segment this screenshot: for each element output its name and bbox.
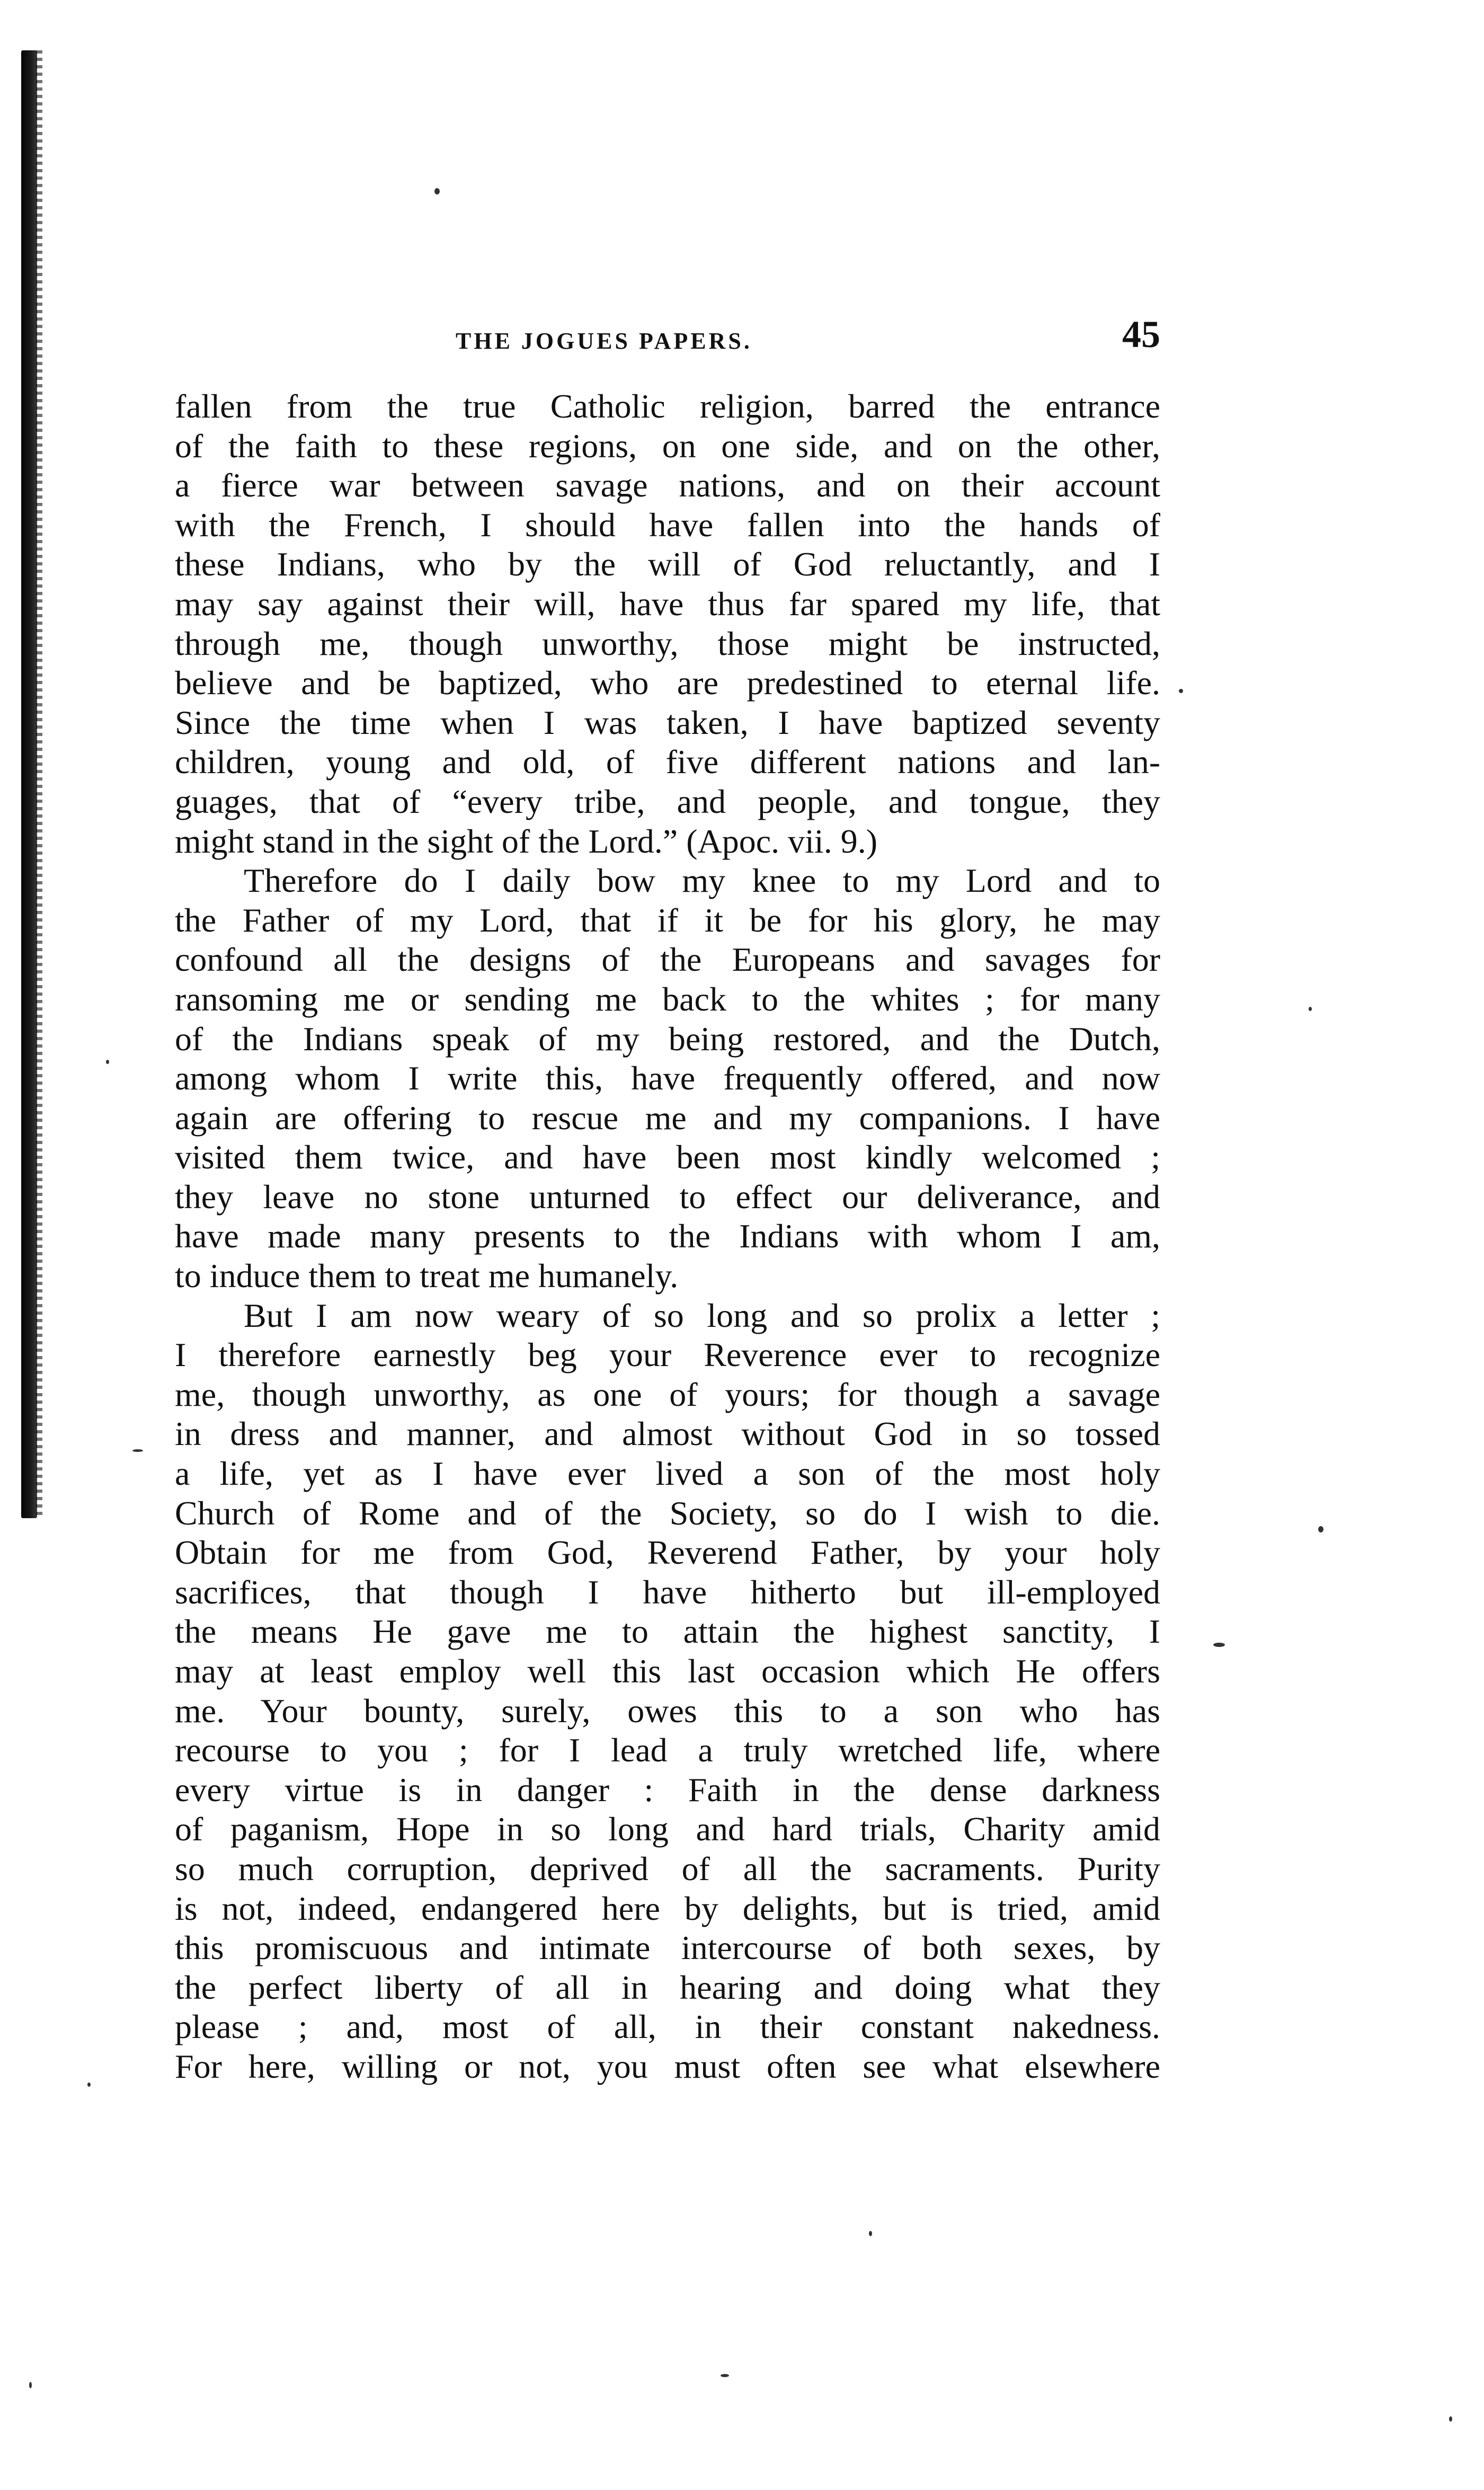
text-line: For here, willing or not, you must often see what elsewhere (175, 2047, 1160, 2085)
text-line: might stand in the sight of the Lord.” (Apoc. vii. 9.) (175, 822, 877, 860)
paragraph (175, 861, 1160, 1296)
text-line: may at least employ well this last occasion which He offers (175, 1652, 1160, 1690)
text-line: a life, yet as I have ever lived a son of the most holy (175, 1455, 1160, 1493)
text-line: recourse to you ; for I lead a truly wretched life, where (175, 1731, 1160, 1769)
text-line: please ; and, most of all, in their constant nakedness. (175, 2008, 1160, 2046)
running-head (175, 313, 1160, 371)
text-line: But I am now weary of so long and so prolix a letter ; (244, 1296, 1160, 1334)
text-line: fallen from the true Catholic religion, barred the entrance (175, 387, 1160, 425)
text-line: every virtue is in danger : Faith in the dense darkness (175, 1770, 1160, 1809)
scan-speck (1449, 2416, 1452, 2422)
scan-speck (721, 2374, 729, 2377)
text-line: in dress and manner, and almost without God in so tossed (175, 1415, 1160, 1453)
paragraph (175, 387, 1160, 861)
text-line: this promiscuous and intimate intercourse of both sexes, by (175, 1929, 1160, 1967)
page-binding-edge (21, 50, 37, 1518)
text-line: I therefore earnestly beg your Reverence ever to recognize (175, 1336, 1160, 1374)
text-line: confound all the designs of the Europeans and savages for (175, 941, 1160, 979)
text-line: me. Your bounty, surely, owes this to a son who has (175, 1691, 1160, 1730)
text-line: the Father of my Lord, that if it be for his glory, he may (175, 901, 1160, 939)
text-line: Obtain for me from God, Reverend Father, by your holy (175, 1534, 1160, 1572)
text-line: again are offering to rescue me and my companions. I have (175, 1098, 1160, 1137)
page-number: 45 (1122, 313, 1160, 356)
text-line: of paganism, Hope in so long and hard trials, Charity amid (175, 1810, 1160, 1848)
scan-speck (1179, 689, 1183, 693)
scan-speck (132, 1449, 143, 1452)
text-line: Since the time when I was taken, I have baptized seventy (175, 703, 1160, 741)
scan-speck (87, 2083, 91, 2087)
text-line: to induce them to treat me humanely. (175, 1257, 679, 1295)
text-line: me, though unworthy, as one of yours; for though a savage (175, 1375, 1160, 1413)
text-line: the means He gave me to attain the highest sanctity, I (175, 1612, 1160, 1651)
text-line: believe and be baptized, who are predestined to eternal life. (175, 664, 1160, 702)
text-line: of the Indians speak of my being restored, and the Dutch, (175, 1020, 1160, 1058)
scan-speck (1318, 1526, 1323, 1532)
text-line: visited them twice, and have been most kindly welcomed ; (175, 1138, 1160, 1176)
text-line: have made many presents to the Indians with whom I am, (175, 1217, 1160, 1255)
text-line: through me, though unworthy, those might be instructed, (175, 624, 1160, 662)
text-line: of the faith to these regions, on one side, and on the other, (175, 427, 1160, 465)
text-line: these Indians, who by the will of God reluctantly, and I (175, 545, 1160, 583)
scan-speck (29, 2382, 32, 2388)
scan-speck (434, 188, 440, 194)
running-title: THE JOGUES PAPERS. (456, 328, 752, 354)
text-line: children, young and old, of five different nations and lan- (175, 743, 1160, 781)
text-line: Church of Rome and of the Society, so do I wish to die. (175, 1494, 1160, 1532)
text-line: may say against their will, have thus far spared my life, that (175, 584, 1160, 623)
text-line: among whom I write this, have frequently offered, and now (175, 1059, 1160, 1097)
text-line: guages, that of “every tribe, and people, and tongue, they (175, 782, 1160, 820)
scan-speck (106, 1060, 109, 1064)
text-line: they leave no stone unturned to effect our deliverance, and (175, 1177, 1160, 1216)
text-line: Therefore do I daily bow my knee to my Lord and to (244, 862, 1160, 900)
scan-speck (1213, 1643, 1225, 1647)
text-line: is not, indeed, endangered here by delights, but is tried, amid (175, 1889, 1160, 1927)
text-line: sacrifices, that though I have hitherto but ill-employed (175, 1573, 1160, 1611)
body-text (175, 387, 1160, 2087)
scan-speck (1309, 1007, 1312, 1011)
text-line: with the French, I should have fallen into the hands of (175, 506, 1160, 544)
scan-speck (869, 2231, 872, 2236)
text-line: a fierce war between savage nations, and on their account (175, 466, 1160, 504)
paragraph (175, 1296, 1160, 2087)
text-line: the perfect liberty of all in hearing and doing what they (175, 1968, 1160, 2006)
text-line: ransoming me or sending me back to the whites ; for many (175, 980, 1160, 1018)
text-line: so much corruption, deprived of all the sacraments. Purity (175, 1849, 1160, 1888)
